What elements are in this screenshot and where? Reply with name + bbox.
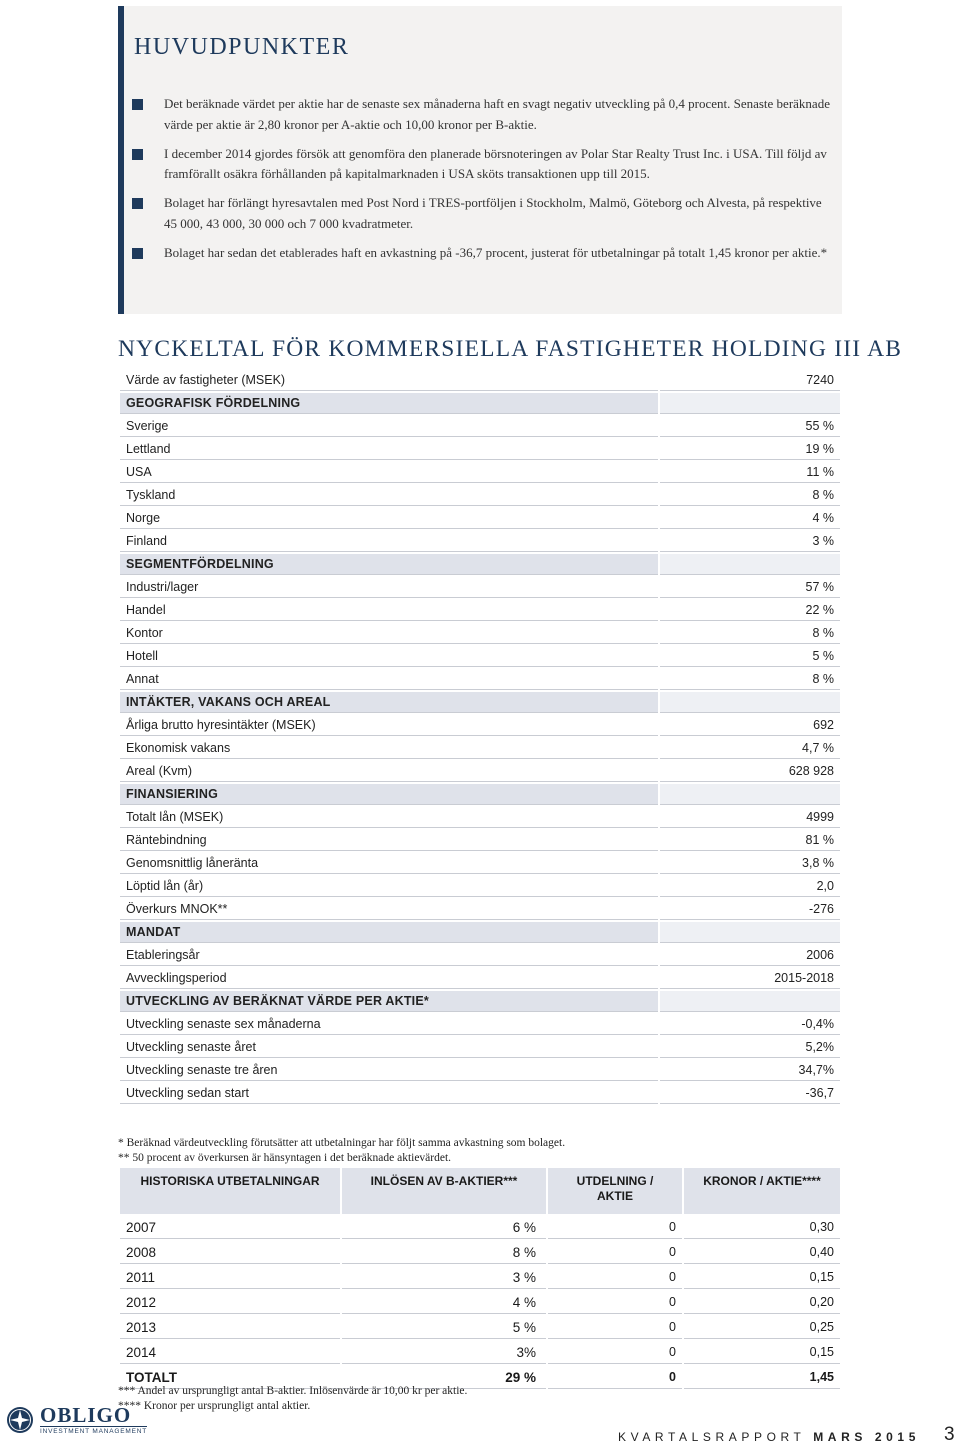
kronor-cell: 0,30 [684,1216,840,1239]
table-row [120,899,840,920]
table-row [120,830,840,851]
table-row [120,1241,840,1264]
row-value: -36,7 [660,1083,840,1104]
table-row [120,370,840,391]
table-row [120,1216,840,1239]
table-row [120,1291,840,1314]
row-label: INTÄKTER, VAKANS OCH AREAL [120,692,658,713]
kronor-cell: 0,20 [684,1291,840,1314]
logo-tagline: INVESTMENT MANAGEMENT [40,1428,147,1435]
table-row [120,1266,840,1289]
row-value [660,554,840,575]
row-label: Årliga brutto hyresintäkter (MSEK) [120,715,658,736]
table-row [120,600,840,621]
dividend-cell: 0 [548,1316,682,1339]
row-label: Hotell [120,646,658,667]
year-cell: 2007 [120,1216,340,1239]
row-label: Löptid lån (år) [120,876,658,897]
compass-star-icon [6,1406,34,1434]
row-label: Norge [120,508,658,529]
bullet-square-icon [132,149,143,160]
row-label: MANDAT [120,922,658,943]
row-label: Utveckling senaste året [120,1037,658,1058]
row-label: Lettland [120,439,658,460]
dividend-cell: 0 [548,1366,682,1389]
row-value [660,692,840,713]
column-header: KRONOR / AKTIE**** [684,1168,840,1214]
row-value [660,393,840,414]
kronor-cell: 0,25 [684,1316,840,1339]
row-label: Etableringsår [120,945,658,966]
section-header-row [120,922,840,943]
redemption-cell: 3% [342,1341,546,1364]
row-value: 2,0 [660,876,840,897]
dividend-cell: 0 [548,1291,682,1314]
dividend-cell: 0 [548,1241,682,1264]
row-value: 57 % [660,577,840,598]
row-label: Utveckling sedan start [120,1083,658,1104]
row-value: 8 % [660,669,840,690]
row-value [660,784,840,805]
row-value: 2015-2018 [660,968,840,989]
highlights-list [132,94,832,272]
row-value: 34,7% [660,1060,840,1081]
row-label: Utveckling senaste tre åren [120,1060,658,1081]
table-row [120,1316,840,1339]
footnote: **** Kronor per ursprungligt antal aktier. [118,1399,311,1412]
row-label: Industri/lager [120,577,658,598]
kronor-cell: 1,45 [684,1366,840,1389]
row-value: 5,2% [660,1037,840,1058]
table-row [120,646,840,667]
section-header-row [120,784,840,805]
kronor-cell: 0,40 [684,1241,840,1264]
bullet-item: Bolaget har förlängt hyresavtalen med Post Nord i TRES-portföljen i Stockholm, Malmö, Göteborg och Alvesta, på respektive 45 000, 43 000, 30 000 och 7 000 kvadratmeter. [132,193,832,234]
table-row [120,1060,840,1081]
key-figures-table [118,368,842,1106]
table-row [120,945,840,966]
row-label: GEOGRAFISK FÖRDELNING [120,393,658,414]
table-row [120,807,840,828]
row-label: Ekonomisk vakans [120,738,658,759]
table-row [120,853,840,874]
row-label: Tyskland [120,485,658,506]
row-value: -0,4% [660,1014,840,1035]
row-value [660,991,840,1012]
section-header-row [120,554,840,575]
historical-payouts-table [118,1166,842,1391]
year-cell: TOTALT [120,1366,340,1389]
row-value [660,922,840,943]
table-row [120,439,840,460]
row-value: 8 % [660,623,840,644]
bullet-square-icon [132,198,143,209]
row-value: 19 % [660,439,840,460]
report-label [618,1430,920,1444]
row-label: Annat [120,669,658,690]
row-value: 628 928 [660,761,840,782]
redemption-cell: 4 % [342,1291,546,1314]
redemption-cell: 8 % [342,1241,546,1264]
bullet-square-icon [132,248,143,259]
obligo-logo [6,1404,147,1435]
key-figures-title: NYCKELTAL FÖR KOMMERSIELLA FASTIGHETER HOLDING III AB [118,336,903,362]
table-row [120,876,840,897]
column-header: HISTORISKA UTBETALNINGAR [120,1168,340,1214]
highlights-box [118,6,842,314]
row-value: 81 % [660,830,840,851]
row-value: 4999 [660,807,840,828]
dividend-cell: 0 [548,1266,682,1289]
dividend-cell: 0 [548,1341,682,1364]
row-label: Sverige [120,416,658,437]
row-value: 11 % [660,462,840,483]
table-row [120,1341,840,1364]
table-row [120,738,840,759]
year-cell: 2014 [120,1341,340,1364]
row-value: 5 % [660,646,840,667]
kronor-cell: 0,15 [684,1341,840,1364]
row-label: Kontor [120,623,658,644]
row-label: Areal (Kvm) [120,761,658,782]
row-value: 4 % [660,508,840,529]
row-value: 55 % [660,416,840,437]
row-value: 22 % [660,600,840,621]
table-row [120,531,840,552]
table-header-row [120,1168,840,1214]
row-label: FINANSIERING [120,784,658,805]
bullet-item: Bolaget har sedan det etablerades haft en avkastning på -36,7 procent, justerat för utbetalningar på totalt 1,45 kronor per aktie.* [132,243,832,264]
row-value: 7240 [660,370,840,391]
year-cell: 2012 [120,1291,340,1314]
row-label: Överkurs MNOK** [120,899,658,920]
row-value: 2006 [660,945,840,966]
column-header: UTDELNING / AKTIE [548,1168,682,1214]
payout-notes [118,1384,467,1413]
footnote: * Beräknad värdeutveckling förutsätter att utbetalningar har följt samma avkastning som bolaget. [118,1137,566,1149]
report-prefix: KVARTALSRAPPORT [618,1430,806,1444]
table-row [120,508,840,529]
dividend-cell: 0 [548,1216,682,1239]
redemption-cell: 29 % [342,1366,546,1389]
table-row [120,416,840,437]
footnote: *** Andel av ursprungligt antal B-aktier. Inlösenvärde är 10,00 kr per aktie. [118,1385,468,1397]
row-label: Värde av fastigheter (MSEK) [120,370,658,391]
row-label: Genomsnittlig låneränta [120,853,658,874]
redemption-cell: 3 % [342,1266,546,1289]
row-label: SEGMENTFÖRDELNING [120,554,658,575]
row-value: -276 [660,899,840,920]
section-header-row [120,991,840,1012]
table-row [120,577,840,598]
table-row [120,462,840,483]
column-header: INLÖSEN AV B-AKTIER*** [342,1168,546,1214]
row-label: Totalt lån (MSEK) [120,807,658,828]
table-row [120,715,840,736]
section-header-row [120,393,840,414]
redemption-cell: 6 % [342,1216,546,1239]
table-row [120,1037,840,1058]
bullet-item: I december 2014 gjordes försök att genomföra den planerade börsnoteringen av Polar Star Realty Trust Inc. i USA. Till följd av framförallt osäkra förhållanden på kapitalmarknaden i USA sköts transaktionen upp till 2015. [132,144,832,185]
row-value: 4,7 % [660,738,840,759]
page-number: 3 [944,1424,955,1445]
row-label: Avvecklingsperiod [120,968,658,989]
footnote: ** 50 procent av överkursen är hänsyntagen i det beräknade aktievärdet. [118,1151,452,1164]
redemption-cell: 5 % [342,1316,546,1339]
kronor-cell: 0,15 [684,1266,840,1289]
bullet-square-icon [132,99,143,110]
year-cell: 2013 [120,1316,340,1339]
table-row [120,669,840,690]
table-row [120,485,840,506]
row-value: 3 % [660,531,840,552]
row-label: Räntebindning [120,830,658,851]
row-label: USA [120,462,658,483]
row-label: Utveckling senaste sex månaderna [120,1014,658,1035]
key-figures-notes [118,1136,565,1165]
year-cell: 2011 [120,1266,340,1289]
bullet-item: Det beräknade värdet per aktie har de senaste sex månaderna haft en svagt negativ utveckling på 0,4 procent. Senaste beräknade värde per aktie är 2,80 kronor per A-aktie och 10,00 kronor per B-aktie. [132,94,832,135]
row-value: 8 % [660,485,840,506]
row-value: 692 [660,715,840,736]
table-row [120,1014,840,1035]
row-value: 3,8 % [660,853,840,874]
row-label: Handel [120,600,658,621]
row-label: UTVECKLING AV BERÄKNAT VÄRDE PER AKTIE* [120,991,658,1012]
section-header-row [120,692,840,713]
row-label: Finland [120,531,658,552]
report-period: MARS 2015 [813,1430,920,1444]
table-row [120,761,840,782]
logo-name: OBLIGO [40,1403,132,1427]
table-row [120,968,840,989]
table-row [120,1083,840,1104]
table-row [120,623,840,644]
highlights-title: HUVUDPUNKTER [134,34,350,60]
year-cell: 2008 [120,1241,340,1264]
